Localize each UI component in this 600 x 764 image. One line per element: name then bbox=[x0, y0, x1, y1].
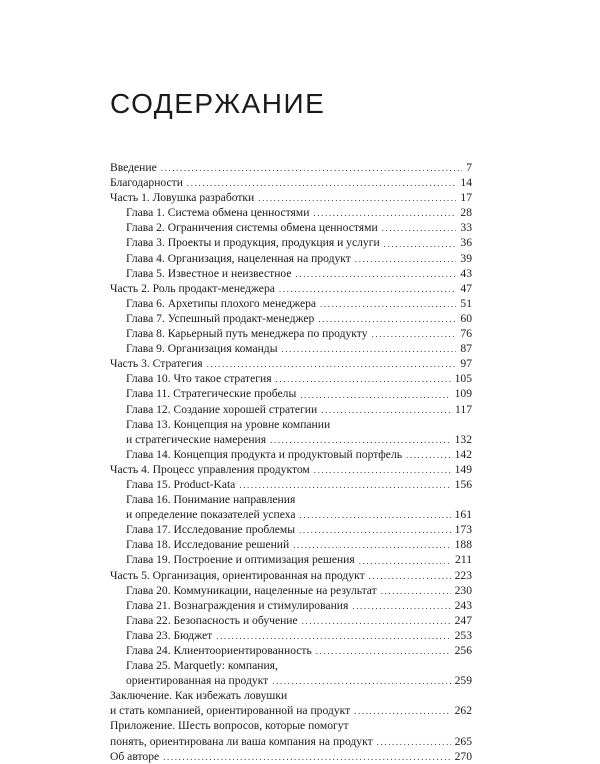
toc-entry-page-number: 256 bbox=[454, 644, 472, 657]
toc-entry-label: Глава 20. Коммуникации, нацеленные на результат bbox=[126, 583, 377, 597]
dot-leader bbox=[163, 751, 450, 764]
toc-entry-label: понять, ориентирована ли ваша компания на продукт bbox=[110, 734, 373, 748]
toc-entry-label: Глава 21. Вознаграждения и стимулирования bbox=[126, 598, 349, 612]
toc-entry-label: Глава 23. Бюджет bbox=[126, 628, 213, 642]
dot-leader bbox=[313, 207, 456, 220]
toc-entry bbox=[110, 552, 472, 567]
toc-entry-label: Глава 11. Стратегические пробелы bbox=[126, 387, 297, 401]
dot-leader bbox=[359, 555, 451, 568]
toc-entry bbox=[110, 341, 472, 356]
dot-leader bbox=[302, 615, 451, 628]
toc-entry-page-number: 39 bbox=[460, 251, 472, 265]
toc-entry bbox=[110, 462, 472, 477]
toc-entry bbox=[110, 311, 472, 326]
toc-entry bbox=[110, 613, 472, 628]
page-title: СОДЕРЖАНИЕ bbox=[110, 88, 326, 119]
toc-entry bbox=[110, 447, 472, 462]
toc-entry-label: Глава 24. Клиентоориентированность bbox=[126, 644, 312, 657]
dot-leader bbox=[369, 570, 451, 583]
toc-entry bbox=[110, 658, 472, 673]
toc-entry bbox=[110, 477, 472, 492]
toc-entry-page-number: 156 bbox=[454, 477, 472, 491]
toc-entry-page-number: 33 bbox=[460, 221, 472, 235]
toc-entry-label: Глава 22. Безопасность и обучение bbox=[126, 613, 298, 627]
toc-entry-page-number: 247 bbox=[454, 613, 472, 627]
toc-entry-label: ориентированная на продукт bbox=[126, 674, 269, 688]
dot-leader bbox=[354, 705, 450, 718]
toc-entry bbox=[110, 160, 472, 175]
toc-entry-page-number: 173 bbox=[454, 523, 472, 537]
toc-entry bbox=[110, 432, 472, 447]
dot-leader bbox=[207, 358, 457, 371]
dot-leader bbox=[314, 464, 451, 477]
toc-entry bbox=[110, 205, 472, 220]
toc-entry-label: Глава 2. Ограничения системы обмена ценностями bbox=[126, 221, 378, 235]
toc-entry-page-number: 230 bbox=[454, 583, 472, 597]
toc-entry bbox=[110, 734, 472, 749]
dot-leader bbox=[377, 736, 451, 749]
toc-entry-page-number: 17 bbox=[460, 191, 472, 205]
dot-leader bbox=[381, 585, 451, 598]
toc-entry-label: Часть 1. Ловушка разработки bbox=[110, 191, 255, 205]
toc-entry bbox=[110, 537, 472, 552]
toc-entry-page-number: 47 bbox=[460, 281, 472, 295]
toc-entry-label: Глава 14. Концепция продукта и продуктовый портфель bbox=[126, 447, 403, 461]
dot-leader bbox=[276, 373, 451, 386]
toc-entry bbox=[110, 492, 472, 507]
toc-entry-page-number: 161 bbox=[454, 508, 472, 522]
toc-entry bbox=[110, 568, 472, 583]
toc-entry bbox=[110, 688, 472, 703]
toc-entry-page-number: 259 bbox=[454, 674, 472, 688]
toc-entry bbox=[110, 356, 472, 371]
toc-entry bbox=[110, 175, 472, 190]
toc-entry-label: Глава 1. Система обмена ценностями bbox=[126, 206, 310, 220]
toc-entry bbox=[110, 643, 472, 658]
toc-entry-label: Глава 7. Успешный продакт-менеджер bbox=[126, 311, 315, 325]
toc-entry-page-number: 262 bbox=[454, 704, 472, 718]
toc-entry bbox=[110, 718, 472, 733]
toc-entry-page-number: 97 bbox=[460, 357, 472, 371]
dot-leader bbox=[299, 524, 451, 537]
toc-entry-page-number: 253 bbox=[454, 628, 472, 642]
dot-leader bbox=[270, 434, 451, 447]
toc-entry-page-number: 76 bbox=[460, 327, 472, 341]
toc-entry bbox=[110, 583, 472, 598]
toc-entry-label: Глава 15. Product-Kata bbox=[126, 477, 236, 491]
toc-entry-page-number: 243 bbox=[454, 598, 472, 612]
toc-entry-label: Глава 12. Создание хорошей стратегии bbox=[126, 402, 318, 416]
dot-leader bbox=[279, 283, 457, 296]
dot-leader bbox=[161, 162, 462, 175]
toc-entry bbox=[110, 402, 472, 417]
toc-entry bbox=[110, 251, 472, 266]
toc-entry-page-number: 51 bbox=[460, 296, 472, 310]
toc-entry bbox=[110, 598, 472, 613]
toc-entry bbox=[110, 703, 472, 718]
toc-entry-label: Об авторе bbox=[110, 749, 160, 763]
toc-entry-label: Глава 9. Организация команды bbox=[126, 342, 278, 356]
toc-entry-page-number: 109 bbox=[454, 387, 472, 401]
toc-entry bbox=[110, 371, 472, 386]
toc-entry-page-number: 60 bbox=[460, 311, 472, 325]
toc-entry-label: Заключение. Как избежать ловушки bbox=[110, 689, 288, 703]
toc-entry-page-number: 149 bbox=[454, 462, 472, 476]
toc-entry bbox=[110, 417, 472, 432]
toc-entry-label: Введение bbox=[110, 161, 157, 174]
toc-entry-page-number: 132 bbox=[454, 432, 472, 446]
dot-leader bbox=[382, 222, 457, 235]
toc-entry bbox=[110, 673, 472, 688]
dot-leader bbox=[316, 645, 451, 658]
toc-entry-page-number: 28 bbox=[460, 206, 472, 220]
toc-entry-label: Часть 5. Организация, ориентированная на продукт bbox=[110, 568, 365, 582]
dot-leader bbox=[258, 192, 456, 205]
table-of-contents bbox=[110, 160, 472, 764]
toc-entry-page-number: 43 bbox=[460, 266, 472, 280]
toc-entry-label: Глава 4. Организация, нацеленная на продукт bbox=[126, 251, 351, 265]
dot-leader bbox=[384, 238, 457, 251]
dot-leader bbox=[293, 539, 450, 552]
toc-entry-label: Глава 13. Концепция на уровне компании bbox=[126, 417, 331, 431]
toc-entry-label: Глава 17. Исследование проблемы bbox=[126, 523, 296, 537]
toc-entry-label: и определение показателей успеха bbox=[126, 508, 296, 522]
toc-entry-label: Глава 19. Построение и оптимизация решения bbox=[126, 553, 355, 567]
toc-entry bbox=[110, 296, 472, 311]
toc-entry bbox=[110, 266, 472, 281]
toc-entry bbox=[110, 522, 472, 537]
toc-entry bbox=[110, 628, 472, 643]
toc-entry bbox=[110, 220, 472, 235]
dot-leader bbox=[300, 509, 451, 522]
toc-entry-page-number: 270 bbox=[454, 749, 472, 763]
dot-leader bbox=[406, 449, 451, 462]
toc-entry-label: Часть 4. Процесс управления продуктом bbox=[110, 462, 310, 476]
dot-leader bbox=[320, 298, 456, 311]
toc-entry-label: Глава 18. Исследование решений bbox=[126, 538, 290, 552]
toc-entry-page-number: 211 bbox=[455, 553, 472, 567]
toc-entry bbox=[110, 326, 472, 341]
toc-entry bbox=[110, 507, 472, 522]
toc-entry-label: Глава 6. Архетипы плохого менеджера bbox=[126, 296, 317, 310]
toc-entry-label: Часть 2. Роль продакт-менеджера bbox=[110, 281, 275, 295]
dot-leader bbox=[318, 313, 456, 326]
toc-entry bbox=[110, 386, 472, 401]
toc-entry-label: Глава 5. Известное и неизвестное bbox=[126, 266, 292, 280]
dot-leader bbox=[239, 479, 450, 492]
toc-entry-page-number: 14 bbox=[460, 176, 472, 190]
toc-entry-page-number: 223 bbox=[454, 568, 472, 582]
toc-entry-label: Глава 16. Понимание направления bbox=[126, 493, 296, 507]
dot-leader bbox=[321, 404, 451, 417]
toc-entry-page-number: 188 bbox=[454, 538, 472, 552]
dot-leader bbox=[372, 328, 457, 341]
toc-entry-label: Глава 10. Что такое стратегия bbox=[126, 372, 272, 386]
dot-leader bbox=[272, 675, 450, 688]
dot-leader bbox=[187, 177, 456, 190]
toc-entry bbox=[110, 281, 472, 296]
toc-entry-page-number: 36 bbox=[460, 236, 472, 250]
toc-entry bbox=[110, 235, 472, 250]
dot-leader bbox=[281, 343, 456, 356]
dot-leader bbox=[216, 630, 450, 643]
dot-leader bbox=[355, 253, 457, 266]
toc-entry-page-number: 265 bbox=[454, 734, 472, 748]
toc-entry-label: Благодарности bbox=[110, 176, 183, 190]
toc-entry-page-number: 105 bbox=[454, 372, 472, 386]
toc-entry-page-number: 117 bbox=[455, 402, 472, 416]
dot-leader bbox=[352, 600, 450, 613]
toc-entry-label: Глава 8. Карьерный путь менеджера по продукту bbox=[126, 327, 368, 341]
toc-entry-label: Часть 3. Стратегия bbox=[110, 357, 203, 371]
dot-leader bbox=[296, 268, 457, 281]
toc-entry bbox=[110, 190, 472, 205]
toc-entry-page-number: 87 bbox=[460, 342, 472, 356]
toc-entry-page-number: 142 bbox=[454, 447, 472, 461]
toc-entry-page-number: 7 bbox=[466, 161, 472, 174]
dot-leader bbox=[300, 389, 450, 402]
toc-entry-label: Глава 3. Проекты и продукция, продукция и услуги bbox=[126, 236, 380, 250]
toc-entry-label: Приложение. Шесть вопросов, которые помогут bbox=[110, 719, 349, 733]
toc-entry-label: и стать компанией, ориентированной на продукт bbox=[110, 704, 351, 718]
toc-entry-label: и стратегические намерения bbox=[126, 432, 267, 446]
toc-entry-label: Глава 25. Marquetly: компания, bbox=[126, 659, 278, 673]
toc-entry bbox=[110, 749, 472, 764]
